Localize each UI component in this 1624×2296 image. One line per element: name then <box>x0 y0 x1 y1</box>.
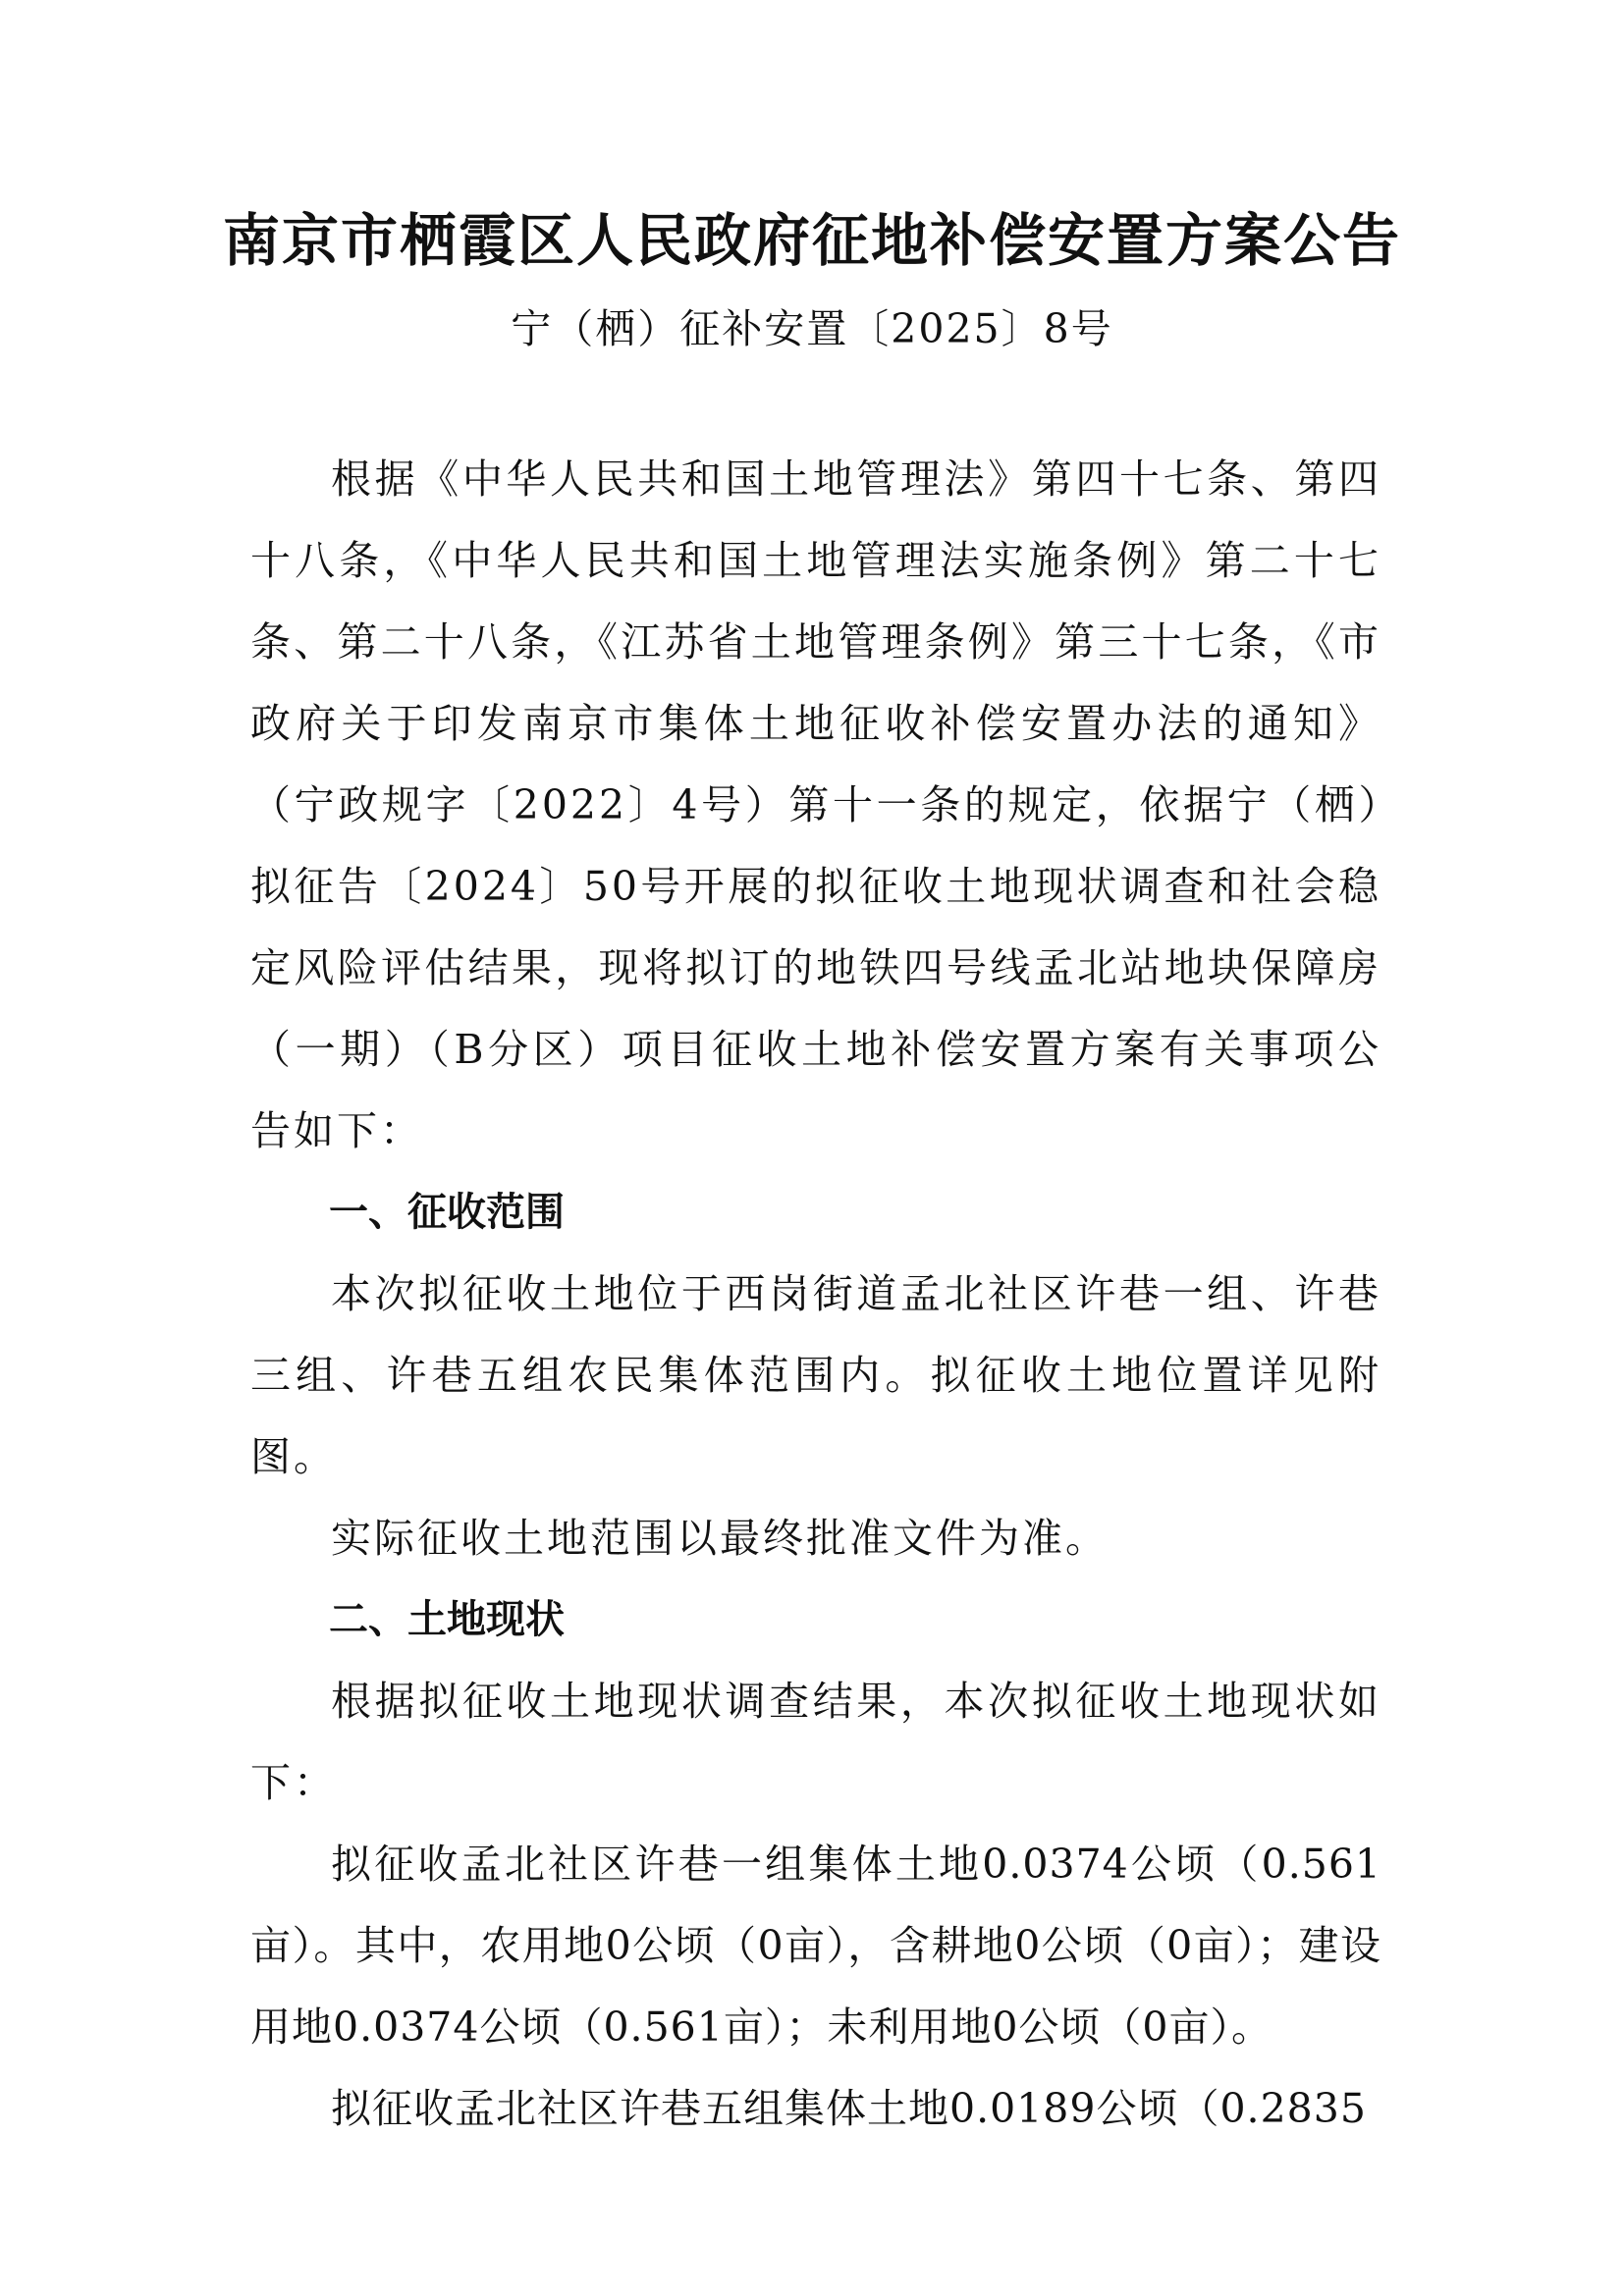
intro-paragraph: 根据《中华人民共和国土地管理法》第四十七条、第四十八条，《中华人民共和国土地管理法实施条例》第二十七条、第二十八条，《江苏省土地管理条例》第三十七条，《市政府关于印发南京市集体土地征收补偿安置办法的通知》（宁政规字〔2022〕4号）第十一条的规定，依据宁（栖）拟征告〔2024〕50号开展的拟征收土地现状调查和社会稳定风险评估结果，现将拟订的地铁四号线孟北站地块保障房（一期）（B分区）项目征收土地补偿安置方案有关事项公告如下： <box>250 455 1381 1154</box>
scope-paragraph-1: 本次拟征收土地位于西岗街道孟北社区许巷一组、许巷三组、许巷五组农民集体范围内。拟征收土地位置详见附图。 <box>250 1270 1381 1480</box>
document-body <box>250 439 1381 2150</box>
scope-paragraph-2: 实际征收土地范围以最终批准文件为准。 <box>331 1515 1109 1562</box>
section-heading-land-status: 二、土地现状 <box>329 1597 565 1642</box>
document-title: 南京市栖霞区人民政府征地补偿安置方案公告 <box>222 207 1401 274</box>
document-number: 宁（栖）征补安置〔2025〕8号 <box>511 305 1113 352</box>
land-status-paragraph-1: 根据拟征收土地现状调查结果，本次拟征收土地现状如下： <box>250 1678 1381 1806</box>
land-status-paragraph-2: 拟征收孟北社区许巷一组集体土地0.0374公顷（0.561亩）。其中，农用地0公顷（0亩），含耕地0公顷（0亩）；建设用地0.0374公顷（0.561亩）；未利用地0公顷（0亩）。 <box>250 1841 1381 2051</box>
land-status-paragraph-3: 拟征收孟北社区许巷五组集体土地0.0189公顷（0.2835 <box>331 2085 1367 2132</box>
section-heading-scope: 一、征收范围 <box>329 1190 565 1235</box>
